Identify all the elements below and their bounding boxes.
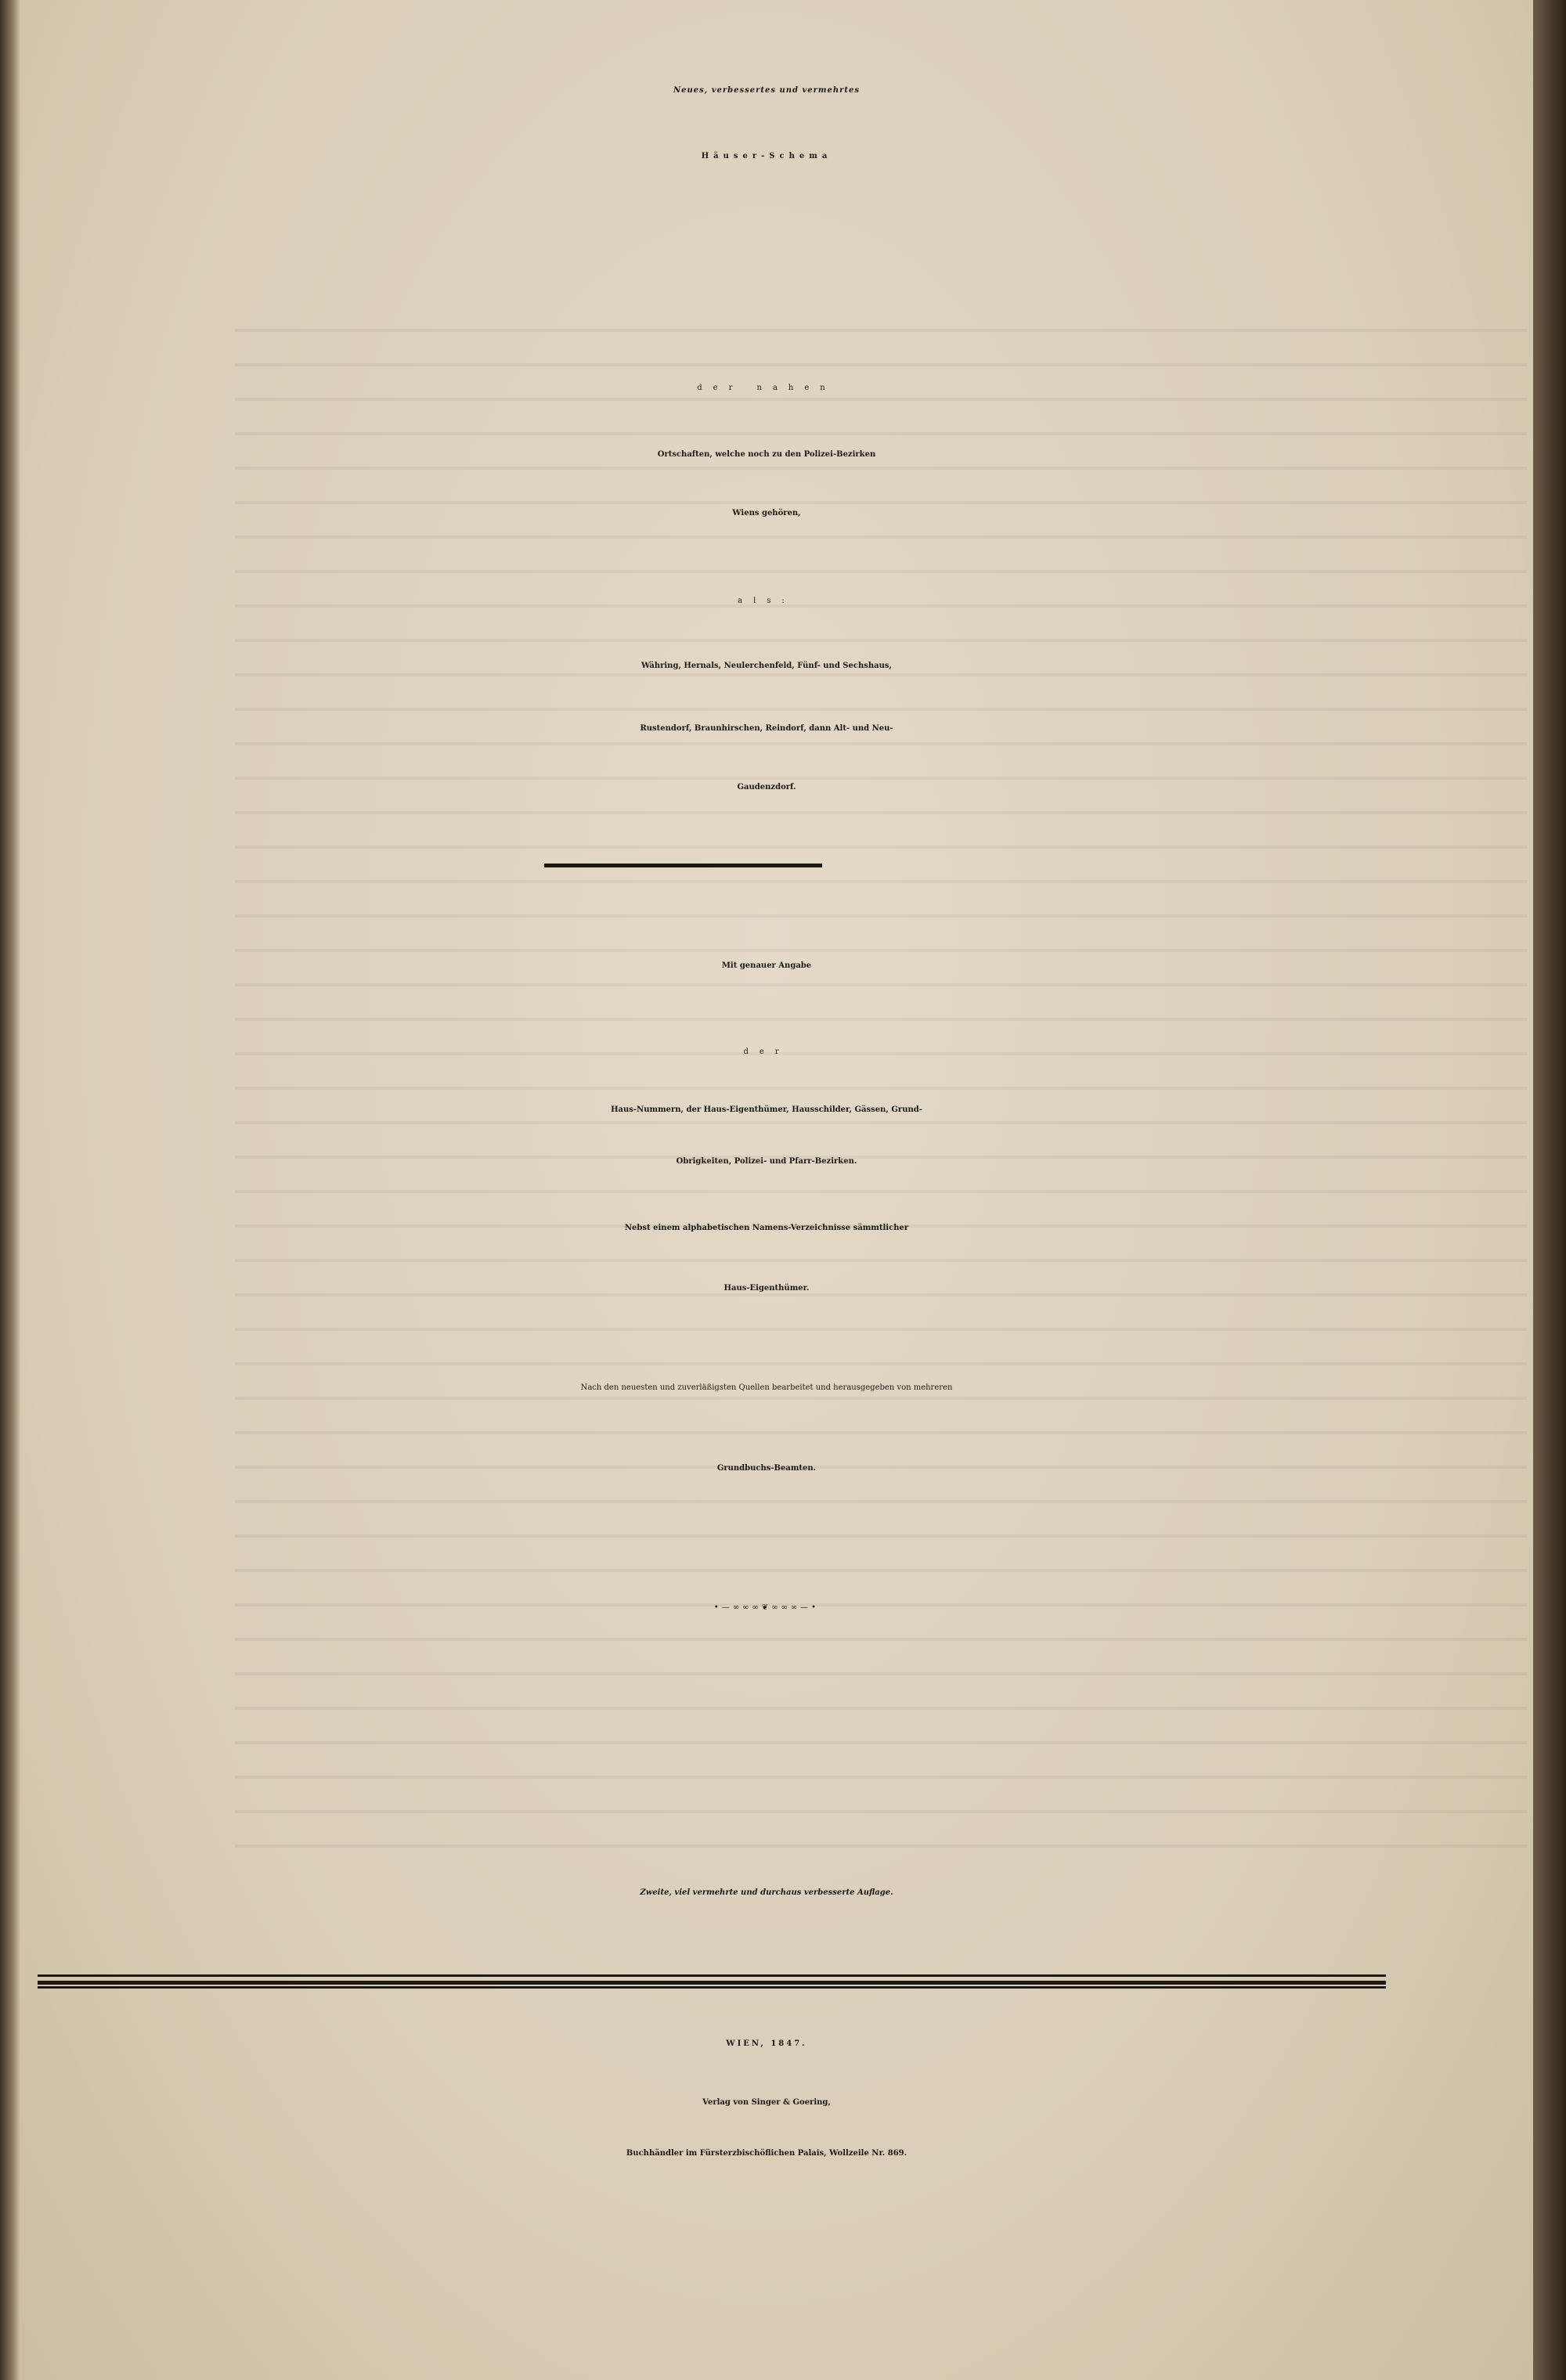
ortschaften-line-2: Wiens gehören,	[732, 509, 801, 517]
double-rule-divider	[38, 1974, 1386, 1989]
ortschaften-line-1: Ortschaften, welche noch zu den Polizei-Bezirken	[657, 450, 876, 459]
short-rule-divider	[544, 864, 822, 867]
contents-line-1: Haus-Nummern, der Haus-Eigenthümer, Hausschilder, Gässen, Grund-	[611, 1105, 922, 1114]
authors-line: Grundbuchs-Beamten.	[716, 1464, 817, 1473]
contents-line-2: Obrigkeiten, Polizei- und Pfarr-Bezirken.	[676, 1157, 857, 1166]
binding-spine	[0, 0, 20, 2380]
edition-line: Zweite, viel vermehrte und durchaus verbesserte Auflage.	[640, 1888, 893, 1897]
places-line-3: Gaudenzdorf.	[737, 783, 796, 792]
places-line-2: Rustendorf, Braunhirschen, Reindorf, dann Alt- und Neu-	[640, 724, 893, 733]
imprint-publisher: Verlag von Singer & Goering,	[702, 2098, 831, 2107]
connector-der-nahen: der nahen	[697, 384, 836, 392]
connector-der: der	[743, 1048, 790, 1056]
sources-line: Nach den neuesten und zuverläßigsten Quellen bearbeitet und herausgegeben von mehreren	[580, 1383, 953, 1392]
places-line-1: Währing, Hernals, Neulerchenfeld, Fünf- und Sechshaus,	[641, 662, 892, 670]
nebst-line-2: Haus-Eigenthümer.	[723, 1284, 810, 1293]
book-edge	[1533, 0, 1566, 2380]
main-title: Häuser-Schema	[701, 152, 832, 160]
mit-genauer-angabe: Mit genauer Angabe	[721, 961, 812, 970]
connector-als: als:	[738, 597, 796, 605]
show-through-texture	[235, 298, 1527, 1863]
subtitle-neues: Neues, verbessertes und vermehrtes	[673, 86, 861, 95]
ornament-divider: •—∞∞∞❦∞∞∞—•	[713, 1603, 820, 1612]
nebst-line-1: Nebst einem alphabetischen Namens-Verzeichnisse sämmtlicher	[624, 1224, 909, 1232]
imprint-place-year: WIEN, 1847.	[726, 2039, 807, 2048]
imprint-address: Buchhändler im Fürsterzbischöflichen Palais, Wollzeile Nr. 869.	[626, 2149, 907, 2158]
